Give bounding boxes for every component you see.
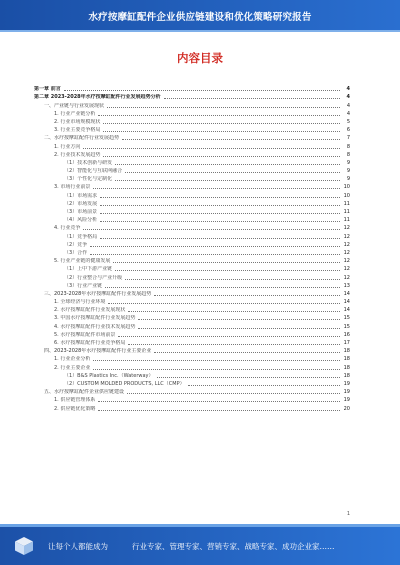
toc-entry[interactable] bbox=[34, 272, 350, 280]
toc-entry-page: 5 bbox=[346, 118, 350, 125]
cube-logo-icon bbox=[14, 536, 34, 556]
toc-leader-dots bbox=[100, 196, 340, 198]
toc-leader-dots bbox=[115, 163, 340, 165]
toc-entry[interactable] bbox=[34, 100, 350, 108]
toc-leader-dots bbox=[100, 204, 340, 206]
toc-entry-label: 1. 供应链管理体系 bbox=[34, 397, 96, 403]
footer-slogan-right: 行业专家、管理专家、营销专家、战略专家、成功企业家…… bbox=[132, 542, 335, 551]
toc-heading: 内容目录 bbox=[177, 51, 223, 65]
toc-entry-label: 第一章 前言 bbox=[34, 86, 61, 93]
toc-leader-dots bbox=[154, 351, 340, 353]
toc-entry-page: 4 bbox=[346, 102, 350, 109]
toc-entry-page: 12 bbox=[343, 266, 350, 273]
toc-entry[interactable] bbox=[34, 174, 350, 182]
toc-entry-label: （1）市场需求 bbox=[34, 193, 98, 199]
toc-leader-dots bbox=[100, 220, 340, 222]
toc-entry-label: 4. 水疗按摩缸配件行业技术发展趋势 bbox=[34, 324, 136, 330]
toc-entry-label: 5. 行业产业链的健康发展 bbox=[34, 258, 111, 264]
toc-entry[interactable] bbox=[34, 240, 350, 248]
toc-entry-page: 15 bbox=[343, 315, 350, 322]
toc-entry[interactable] bbox=[34, 256, 350, 264]
toc-entry[interactable] bbox=[34, 190, 350, 198]
toc-entry[interactable] bbox=[34, 231, 350, 239]
toc-entry[interactable] bbox=[34, 305, 350, 313]
toc-leader-dots bbox=[108, 302, 340, 304]
toc-entry-page: 14 bbox=[343, 307, 350, 314]
table-of-contents bbox=[34, 84, 350, 412]
toc-entry-page: 19 bbox=[343, 380, 350, 387]
toc-entry-page: 9 bbox=[346, 168, 350, 175]
toc-entry-label: （2）行业整合与产业升级 bbox=[34, 275, 123, 281]
toc-entry[interactable] bbox=[34, 141, 350, 149]
toc-leader-dots bbox=[64, 89, 340, 91]
toc-leader-dots bbox=[103, 122, 340, 124]
toc-entry[interactable] bbox=[34, 166, 350, 174]
toc-entry-label: 4. 行业竞争 bbox=[34, 225, 81, 231]
toc-leader-dots bbox=[128, 343, 340, 345]
toc-entry-label: 2. 水疗按摩缸配件行业发展现状 bbox=[34, 307, 126, 313]
toc-entry-page: 12 bbox=[343, 233, 350, 240]
toc-entry[interactable] bbox=[34, 125, 350, 133]
toc-leader-dots bbox=[105, 286, 340, 288]
toc-entry-page: 18 bbox=[343, 364, 350, 371]
toc-leader-dots bbox=[103, 130, 340, 132]
toc-entry-page: 10 bbox=[343, 192, 350, 199]
toc-entry[interactable] bbox=[34, 395, 350, 403]
toc-entry-page: 18 bbox=[343, 356, 350, 363]
toc-entry-page: 8 bbox=[346, 143, 350, 150]
toc-entry-page: 11 bbox=[343, 217, 350, 224]
toc-leader-dots bbox=[127, 392, 340, 394]
toc-entry-label: 2. 供应链优化策略 bbox=[34, 406, 96, 412]
toc-entry-label: 2. 行业主要企业 bbox=[34, 365, 91, 371]
toc-entry-page: 12 bbox=[343, 241, 350, 248]
toc-entry-label: （1）技术创新与研发 bbox=[34, 160, 113, 166]
toc-entry-page: 12 bbox=[343, 225, 350, 232]
toc-entry-label: （2）市场发展 bbox=[34, 201, 98, 207]
toc-entry-label: 五、水疗按摩缸配件企业供应链建设 bbox=[34, 389, 125, 395]
toc-entry-page: 10 bbox=[343, 184, 350, 191]
toc-entry[interactable] bbox=[34, 133, 350, 141]
page-number: 1 bbox=[346, 511, 350, 517]
toc-entry[interactable] bbox=[34, 330, 350, 338]
toc-entry[interactable] bbox=[34, 371, 350, 379]
toc-entry[interactable] bbox=[34, 199, 350, 207]
toc-entry-page: 20 bbox=[343, 405, 350, 412]
toc-leader-dots bbox=[98, 400, 340, 402]
toc-entry-page: 4 bbox=[346, 94, 350, 101]
toc-entry-label: 2. 行业市场规模现状 bbox=[34, 119, 101, 125]
toc-entry-page: 15 bbox=[343, 323, 350, 330]
toc-leader-dots bbox=[164, 97, 340, 99]
toc-entry-page: 9 bbox=[346, 176, 350, 183]
toc-entry-label: 2. 行业技术发展趋势 bbox=[34, 152, 101, 158]
toc-entry-label: 一、产业链与行业发展现状 bbox=[34, 103, 105, 109]
toc-entry-page: 19 bbox=[343, 389, 350, 396]
toc-entry-page: 14 bbox=[343, 290, 350, 297]
toc-entry[interactable] bbox=[34, 109, 350, 117]
toc-leader-dots bbox=[107, 106, 340, 108]
toc-leader-dots bbox=[118, 335, 340, 337]
toc-leader-dots bbox=[115, 179, 340, 181]
toc-entry[interactable] bbox=[34, 346, 350, 354]
toc-entry[interactable] bbox=[34, 297, 350, 305]
toc-entry-label: 1. 行业方向 bbox=[34, 144, 81, 150]
toc-entry-page: 9 bbox=[346, 159, 350, 166]
toc-entry-label: （2）竞争 bbox=[34, 242, 88, 248]
footer-bar bbox=[0, 527, 400, 565]
toc-entry[interactable] bbox=[34, 84, 350, 92]
toc-entry-page: 8 bbox=[346, 151, 350, 158]
toc-entry[interactable] bbox=[34, 313, 350, 321]
toc-entry-page: 4 bbox=[346, 86, 350, 93]
toc-entry-label: 6. 水疗按摩缸配件行业竞争格局 bbox=[34, 340, 126, 346]
toc-entry-page: 12 bbox=[343, 258, 350, 265]
toc-leader-dots bbox=[154, 294, 340, 296]
toc-entry-page: 12 bbox=[343, 249, 350, 256]
toc-entry[interactable] bbox=[34, 207, 350, 215]
toc-entry-page: 14 bbox=[343, 299, 350, 306]
toc-entry[interactable] bbox=[34, 150, 350, 158]
toc-entry-page: 13 bbox=[343, 282, 350, 289]
toc-entry-page: 4 bbox=[346, 110, 350, 117]
toc-leader-dots bbox=[113, 261, 340, 263]
toc-leader-dots bbox=[103, 155, 340, 157]
header-divider bbox=[0, 30, 400, 32]
toc-leader-dots bbox=[100, 212, 340, 214]
toc-entry-page: 12 bbox=[343, 274, 350, 281]
toc-leader-dots bbox=[90, 253, 340, 255]
toc-entry-label: （3）个性化与定制化 bbox=[34, 176, 113, 182]
toc-entry-label: （3）合作 bbox=[34, 250, 88, 256]
toc-entry[interactable] bbox=[34, 338, 350, 346]
toc-entry[interactable] bbox=[34, 354, 350, 362]
toc-entry-label: （1）上中下游产业链 bbox=[34, 266, 113, 272]
toc-entry-page: 17 bbox=[343, 340, 350, 346]
toc-leader-dots bbox=[83, 228, 340, 230]
toc-leader-dots bbox=[138, 318, 340, 320]
toc-entry[interactable] bbox=[34, 92, 350, 100]
toc-leader-dots bbox=[128, 310, 340, 312]
toc-entry-page: 7 bbox=[346, 135, 350, 142]
toc-leader-dots bbox=[93, 187, 340, 189]
header-bar bbox=[0, 0, 400, 30]
toc-leader-dots bbox=[93, 368, 340, 370]
toc-entry[interactable] bbox=[34, 117, 350, 125]
toc-entry-label: （2）智能化与互联网融合 bbox=[34, 168, 123, 174]
toc-leader-dots bbox=[100, 237, 340, 239]
toc-leader-dots bbox=[115, 269, 340, 271]
toc-entry-label: （2）CUSTOM MOLDED PRODUCTS, LLC（CMP） bbox=[34, 381, 186, 387]
toc-entry[interactable] bbox=[34, 158, 350, 166]
toc-entry-page: 19 bbox=[343, 397, 350, 404]
toc-leader-dots bbox=[98, 409, 340, 411]
toc-entry-label: （1）B&S Plastics Inc.（Waterway） bbox=[34, 373, 155, 379]
toc-entry[interactable] bbox=[34, 379, 350, 387]
toc-entry-page: 18 bbox=[343, 372, 350, 379]
toc-entry-page: 6 bbox=[346, 127, 350, 134]
toc-entry[interactable] bbox=[34, 289, 350, 297]
toc-entry[interactable] bbox=[34, 281, 350, 289]
toc-entry-label: （4）风险分析 bbox=[34, 217, 98, 223]
toc-leader-dots bbox=[83, 147, 340, 149]
toc-entry[interactable] bbox=[34, 321, 350, 329]
toc-entry-label: 5. 水疗按摩缸配件市场前景 bbox=[34, 332, 116, 338]
toc-entry[interactable] bbox=[34, 403, 350, 411]
toc-entry[interactable] bbox=[34, 387, 350, 395]
toc-entry-label: 1. 行业产业链分析 bbox=[34, 111, 96, 117]
toc-entry-label: 第二章 2023-2028年水疗按摩缸配件行业发展趋势分析 bbox=[34, 94, 161, 101]
toc-leader-dots bbox=[125, 278, 340, 280]
toc-leader-dots bbox=[122, 138, 340, 140]
toc-leader-dots bbox=[93, 359, 340, 361]
toc-entry-label: 3. 中国水疗按摩缸配件行业发展趋势 bbox=[34, 315, 136, 321]
toc-leader-dots bbox=[90, 245, 340, 247]
toc-entry-page: 11 bbox=[343, 209, 350, 215]
report-title: 水疗按摩缸配件企业供应链建设和优化策略研究报告 bbox=[88, 12, 312, 23]
toc-entry-label: 1. 行业企业分析 bbox=[34, 356, 91, 362]
toc-entry[interactable] bbox=[34, 264, 350, 272]
toc-leader-dots bbox=[138, 327, 340, 329]
toc-entry-label: （1）竞争格局 bbox=[34, 234, 98, 240]
toc-entry-label: （3）行业产业链 bbox=[34, 283, 103, 289]
toc-entry[interactable] bbox=[34, 248, 350, 256]
toc-entry-label: 3. 市场行业前景 bbox=[34, 184, 91, 190]
toc-entry-label: （3）市场前景 bbox=[34, 209, 98, 215]
toc-leader-dots bbox=[188, 384, 340, 386]
toc-entry-page: 18 bbox=[343, 348, 350, 355]
toc-entry[interactable] bbox=[34, 182, 350, 190]
toc-leader-dots bbox=[125, 171, 340, 173]
toc-entry-label: 四、2023-2028年水疗按摩缸配件行业主要企业 bbox=[34, 348, 152, 354]
toc-entry[interactable] bbox=[34, 362, 350, 370]
toc-entry-label: 3. 行业主要竞争格局 bbox=[34, 127, 101, 133]
toc-leader-dots bbox=[157, 376, 340, 378]
toc-leader-dots bbox=[98, 114, 340, 116]
toc-entry-label: 1. 全球经济与行业环境 bbox=[34, 299, 106, 305]
toc-entry-label: 二、水疗按摩缸配件行业发展趋势 bbox=[34, 135, 120, 141]
toc-entry[interactable] bbox=[34, 215, 350, 223]
toc-entry-page: 16 bbox=[343, 331, 350, 338]
toc-entry-page: 11 bbox=[343, 200, 350, 207]
toc-entry[interactable] bbox=[34, 223, 350, 231]
toc-entry-label: 三、2023-2028年水疗按摩缸配件行业发展趋势 bbox=[34, 291, 152, 297]
footer-slogan-left: 让每个人都能成为 bbox=[48, 542, 108, 551]
